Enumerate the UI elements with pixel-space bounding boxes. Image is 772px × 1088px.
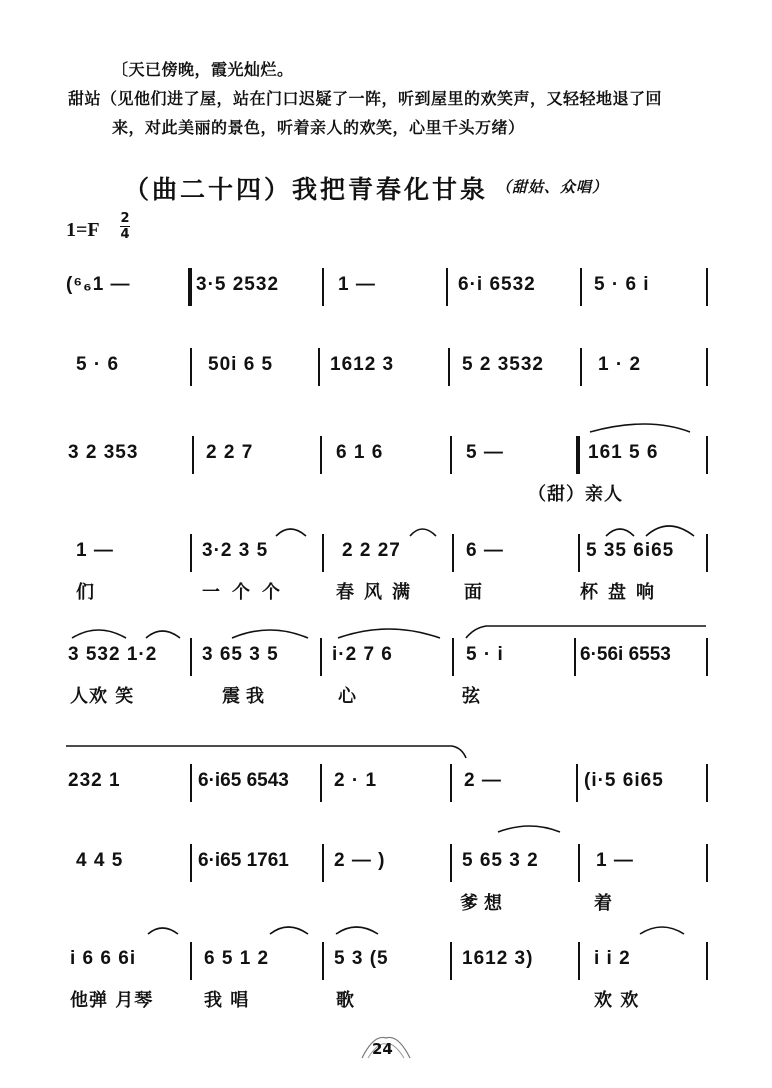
slur [498, 826, 560, 832]
slur [146, 631, 180, 638]
lyric: 一个个 [202, 582, 292, 603]
slur [148, 928, 178, 934]
measure: 50i 6 5 [208, 354, 274, 375]
slur [590, 424, 690, 432]
lyric: 爹想 [460, 893, 508, 914]
measure: 3 65 3 5 [202, 644, 279, 665]
slur [410, 529, 436, 536]
lyric: 歌 [336, 990, 355, 1011]
measure: 232 1 [68, 770, 121, 791]
measure: 3 2 353 [68, 442, 139, 463]
lyric: （甜）亲人 [528, 484, 623, 505]
measure: (⁶₆1 — [66, 274, 131, 295]
measure: 2 2 27 [342, 540, 401, 561]
lyric: 着 [594, 893, 613, 914]
measure: 4 4 5 [76, 850, 124, 871]
lyric: 弦 [462, 686, 481, 707]
measure: 3·2 3 5 [202, 540, 269, 561]
measure: 3 532 1·2 [68, 644, 158, 665]
time-signature-top: 2 [120, 211, 130, 226]
action-line-1: 甜站（见他们进了屋，站在门口迟疑了一阵，听到屋里的欢笑声，又轻轻地退了回 [68, 89, 663, 108]
slur [338, 629, 440, 638]
measure: 2 — [464, 770, 502, 791]
lyric: 春风满 [336, 582, 420, 603]
lyric: 他弹 月琴 [70, 990, 154, 1011]
measure: 1 — [338, 274, 376, 295]
lyric: 震我 [222, 686, 270, 707]
measure: 5 35 6i65 [586, 540, 675, 561]
measure: 6 — [466, 540, 504, 561]
measure: 1 · 2 [598, 354, 642, 375]
measure: 5 2 3532 [462, 354, 544, 375]
song-singers: （甜姑、众唱） [496, 178, 609, 196]
slur [336, 927, 378, 934]
song-title: （曲二十四）我把青春化甘泉 [124, 175, 489, 204]
measure: 6·i65 1761 [198, 850, 289, 871]
lyric: 们 [76, 582, 95, 603]
key-signature: 1=F [66, 219, 100, 241]
measure: (i·5 6i65 [584, 770, 664, 791]
stage-direction: 〔天已傍晚，霞光灿烂。 [112, 60, 294, 79]
measure: 5 · i [466, 644, 504, 665]
measure: 5 65 3 2 [462, 850, 539, 871]
slur [270, 927, 308, 934]
measure: 1 — [596, 850, 634, 871]
measure: 5 — [466, 442, 504, 463]
measure: 161 5 6 [588, 442, 659, 463]
measure: 1612 3 [330, 354, 395, 375]
measure: 5 3 (5 [334, 948, 389, 969]
measure: 6 1 6 [336, 442, 384, 463]
measure: 5 · 6 i [594, 274, 650, 295]
measure: 1612 3) [462, 948, 534, 969]
time-signature-bottom: 4 [120, 227, 130, 242]
measure: i·2 7 6 [332, 644, 393, 665]
measure: 3·5 2532 [196, 274, 280, 295]
lyric: 人欢 笑 [70, 686, 135, 707]
measure: 5 · 6 [76, 354, 120, 375]
slur [232, 630, 308, 638]
measure: 2 2 7 [206, 442, 254, 463]
measure: 6 5 1 2 [204, 948, 270, 969]
slur [606, 529, 634, 536]
lyric: 杯盘响 [580, 582, 664, 603]
slur [640, 927, 684, 934]
measure: 6·56i 6553 [580, 644, 671, 665]
slur [72, 630, 126, 638]
measure: i i 2 [594, 948, 631, 969]
slur [646, 526, 694, 536]
phrase-line [466, 626, 706, 638]
action-line-2: 来，对此美丽的景色，听着亲人的欢笑，心里千头万绪） [112, 118, 525, 137]
lyric: 我 唱 [204, 990, 250, 1011]
measure: 2 — ) [334, 850, 386, 871]
page-number: 24 [372, 1040, 393, 1058]
lyric: 心 [338, 686, 357, 707]
measure: 6·i65 6543 [198, 770, 289, 791]
measure: 2 · 1 [334, 770, 378, 791]
measure: 1 — [76, 540, 114, 561]
lyric: 面 [464, 582, 483, 603]
phrase-line [66, 746, 466, 758]
measure: 6·i 6532 [458, 274, 536, 295]
measure: i 6 6 6i [70, 948, 137, 969]
lyric: 欢 欢 [594, 990, 640, 1011]
slur [276, 529, 306, 536]
